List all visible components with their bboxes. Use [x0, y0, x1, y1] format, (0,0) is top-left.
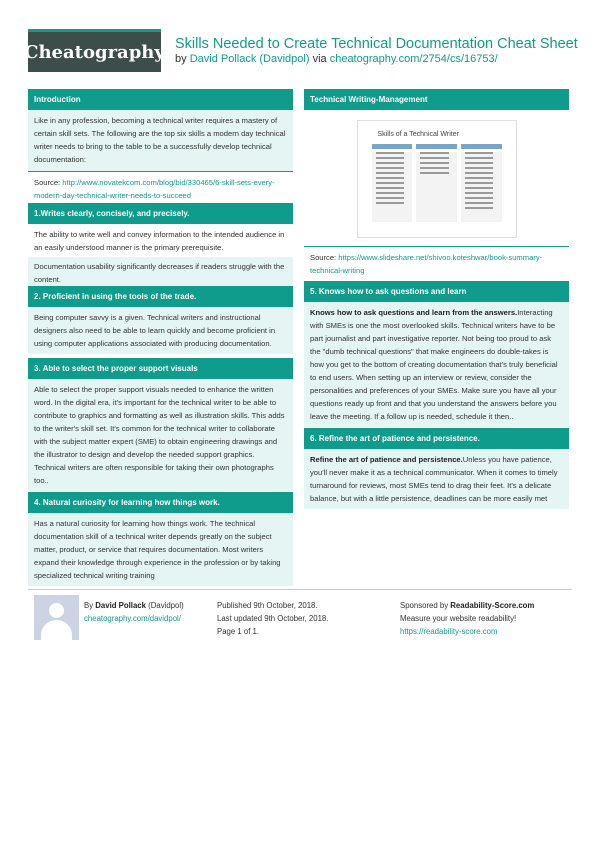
- section-lead: Refine the art of patience and persistence.: [310, 455, 463, 464]
- avatar-shoulders: [41, 620, 72, 640]
- section-body: [304, 302, 569, 427]
- section-support-visuals: [28, 358, 293, 491]
- section-body: Has a natural curiosity for learning how things work. The technical documentation skill of a technical writer depends greatly on the subject matter, product, or service that requires documentation. Most writers expand their knowledge through experience in the profession or by taking specialized technical writing training: [34, 519, 281, 580]
- avatar-head: [49, 603, 64, 618]
- section-natural-curiosity: [28, 492, 293, 586]
- source-label: Source:: [34, 178, 61, 187]
- source-row: [304, 246, 569, 281]
- section-body: Able to select the proper support visuals needed to enhance the written word. In the digital era, it's important for the technical writer to be able to contribute to graphics and formatting as well as illustration skills. This adds to the writer's skill set. It's common for the technical writer to collaborate with the subject matter expert (SME) to obtain engineering drawings and the illustrator to design and develop the needed support graphics. Technical writers are often responsible for taking their own photographs too..: [34, 385, 285, 485]
- section-title: 3. Able to select the proper support visuals: [28, 358, 293, 379]
- footer-author-line: [84, 599, 184, 612]
- footer-page: Page 1 of 1.: [217, 627, 260, 636]
- section-title: 6. Refine the art of patience and persistence.: [304, 428, 569, 449]
- section-body: Being computer savvy is a given. Technical writers and instructional designers also need to be able to learn quickly and become proficient in using computer applications associated with producing documentation.: [34, 313, 276, 348]
- footer-updated: Last updated 9th October, 2018.: [217, 614, 329, 623]
- image-column-header: [372, 144, 413, 149]
- image-column-header: [416, 144, 457, 149]
- footer-divider: [28, 589, 572, 590]
- section-title: 1.Writes clearly, concisely, and precisely.: [28, 203, 293, 224]
- source-url-link[interactable]: https://www.slideshare.net/shivoo.koteshwar/book-summary-technical-writing: [310, 253, 543, 275]
- byline: [175, 53, 498, 65]
- section-text: Unless you have patience, you'll never make it as a technical communicator. When it comes to timely turnaround for reviews, most SMEs tend to drag their feet. It's a delicate balance, but with a little persistence, deadlines can be more easily met: [310, 455, 558, 503]
- section-title: Introduction: [28, 89, 293, 110]
- footer-sponsor-name[interactable]: Readability-Score.com: [450, 601, 535, 610]
- footer-published: Published 9th October, 2018.: [217, 601, 318, 610]
- section-paragraph: The ability to write well and convey information to the intended audience in an easily understood manner is the primary prerequisite.: [28, 224, 293, 257]
- section-lead: Knows how to ask questions and learn from the answers.: [310, 308, 518, 317]
- footer-author: [84, 599, 184, 625]
- image-title: Skills of a Technical Writer: [377, 131, 459, 138]
- footer-sponsor-link[interactable]: https://readability-score.com: [400, 627, 498, 636]
- image-column-lines: [461, 152, 502, 222]
- image-column-lines: [416, 152, 457, 222]
- image-columns: [366, 144, 508, 222]
- cheatography-logo[interactable]: Cheatography: [28, 29, 161, 72]
- footer-profile-link[interactable]: cheatography.com/davidpol/: [84, 614, 181, 623]
- byline-via: via: [312, 53, 327, 65]
- avatar[interactable]: [34, 595, 79, 640]
- image-column: [372, 144, 413, 222]
- footer-by: By: [84, 601, 94, 610]
- section-ask-questions: [304, 281, 569, 427]
- section-writes-clearly: [28, 203, 293, 290]
- section-title: 2. Proficient in using the tools of the trade.: [28, 286, 293, 307]
- section-paragraph: Documentation usability significantly decreases if readers struggle with the content.: [34, 262, 285, 284]
- source-label: Source:: [310, 253, 337, 262]
- page-title[interactable]: Skills Needed to Create Technical Documentation Cheat Sheet: [175, 36, 578, 52]
- image-column-lines: [372, 152, 413, 222]
- footer-author-name[interactable]: David Pollack: [95, 601, 146, 610]
- author-link[interactable]: David Pollack (Davidpol): [189, 53, 310, 65]
- footer-author-handle: (Davidpol): [148, 601, 184, 610]
- footer-sponsor: [400, 599, 534, 638]
- footer-dates: [217, 599, 328, 638]
- footer-sponsor-prefix: Sponsored by: [400, 601, 449, 610]
- section-technical-writing-management: [304, 89, 569, 281]
- skills-of-technical-writer-image: [357, 120, 517, 238]
- section-title: 5. Knows how to ask questions and learn: [304, 281, 569, 302]
- section-proficient-tools: [28, 286, 293, 354]
- byline-by: by: [175, 53, 187, 65]
- section-body: [304, 449, 569, 509]
- section-body: Like in any profession, becoming a technical writer requires a mastery of certain skill sets. The following are the top six skills a modern day technical writer needs to bring to the table to be a successfully develop technical documentation:: [34, 116, 286, 164]
- section-title: 4. Natural curiosity for learning how things work.: [28, 492, 293, 513]
- footer-sponsor-line: [400, 599, 534, 612]
- section-text: Interacting with SMEs is one the most overlooked skills. Technical writers have to be part journalist and part investigative reporter. Not being too proud to ask the "dumb technical questions" that make engineers do double-takes is how you get to the bottom of creating documentation that's truly beneficial to end users. When setting up an interview or review, consider the personalities and preferences of your SMEs. Make sure you have all your questions ready up front and that you understand the answers before you leave the meeting. If a follow up is needed, schedule it then..: [310, 308, 558, 421]
- source-row: [28, 171, 293, 206]
- image-column: [461, 144, 502, 222]
- footer-sponsor-tagline: Measure your website readability!: [400, 614, 517, 623]
- image-column-header: [461, 144, 502, 149]
- section-title: Technical Writing-Management: [304, 89, 569, 110]
- source-url-link[interactable]: http://www.novatekcom.com/blog/bid/330465/6-skill-sets-every-modern-day-technical-writer-needs-to-succeed: [34, 178, 275, 200]
- section-introduction: [28, 89, 293, 206]
- image-column: [416, 144, 457, 222]
- section-patience-persistence: [304, 428, 569, 509]
- source-link[interactable]: cheatography.com/2754/cs/16753/: [329, 53, 498, 65]
